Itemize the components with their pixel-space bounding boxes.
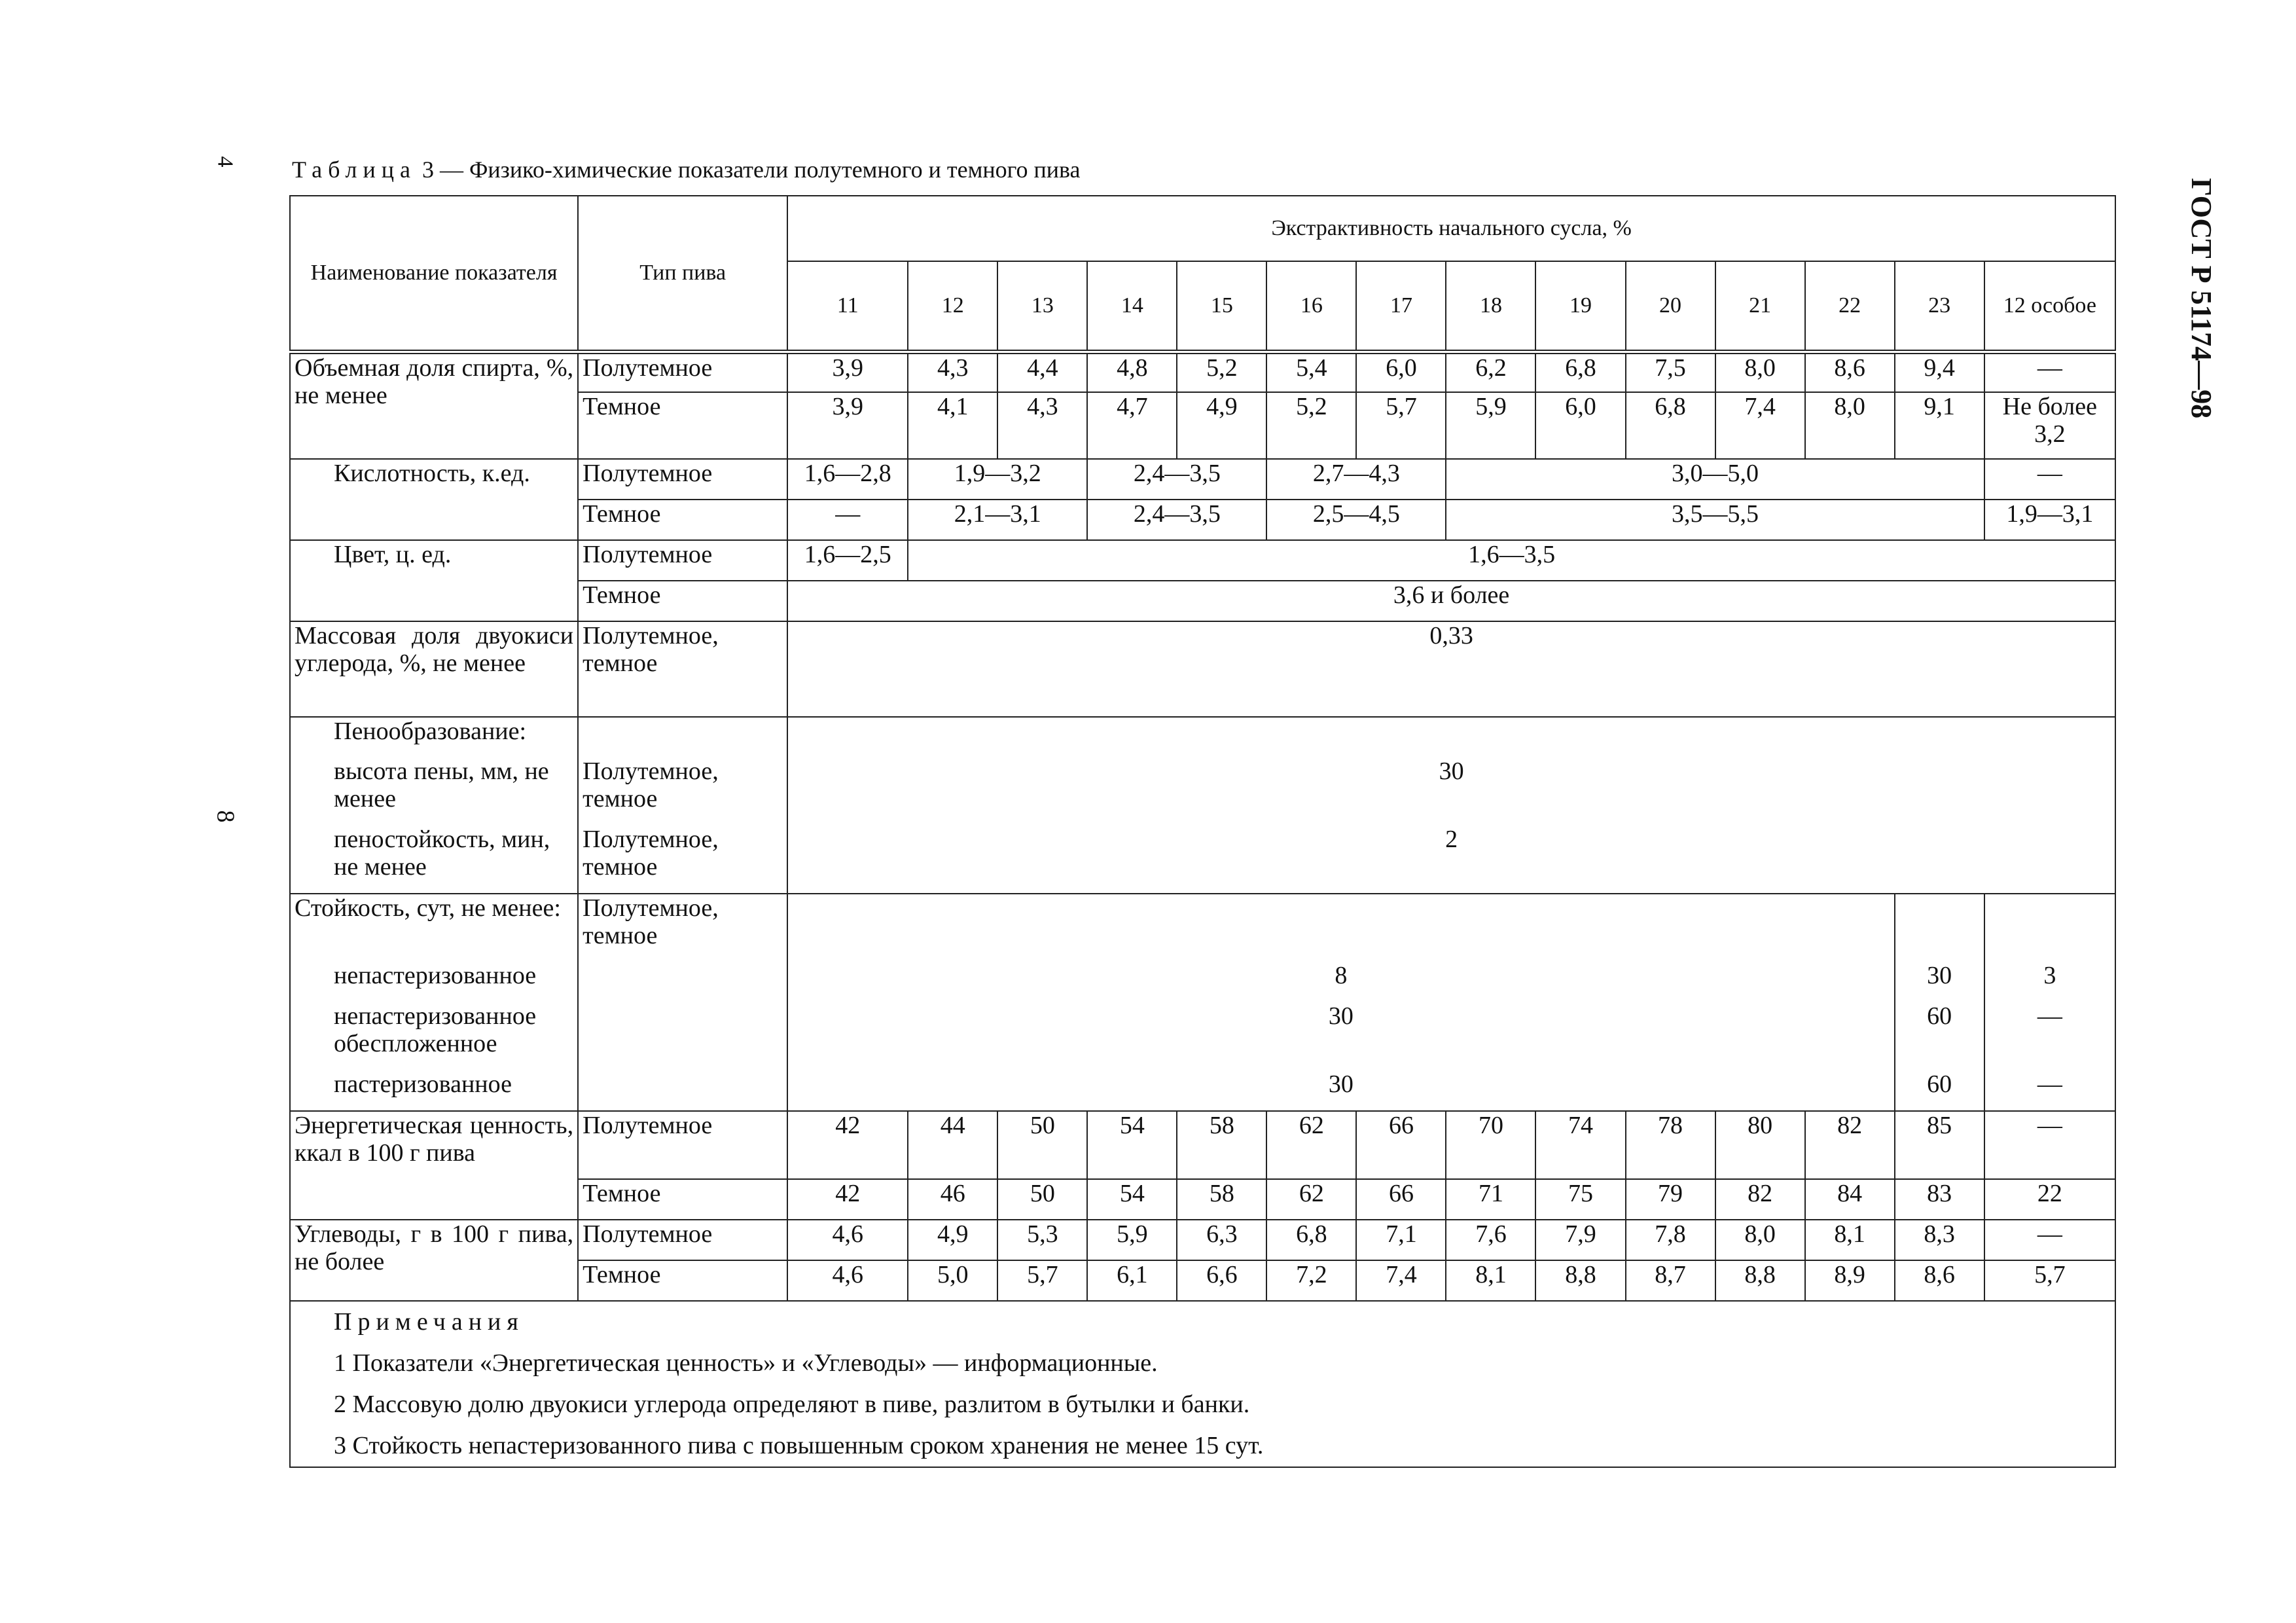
value-cell: 1,9—3,2 bbox=[908, 459, 1087, 500]
value-cell: 2,4—3,5 bbox=[1087, 459, 1266, 500]
value-cell: 4,4 bbox=[997, 352, 1087, 392]
table-row bbox=[290, 894, 2115, 962]
value-cell: 6,0 bbox=[1356, 352, 1446, 392]
value-cell: 22 bbox=[1984, 1179, 2115, 1220]
value-cell: — bbox=[1984, 1111, 2115, 1179]
value-cell: 82 bbox=[1715, 1179, 1805, 1220]
row-name-energy: Энергетическая ценность, ккал в 100 г пива bbox=[290, 1111, 578, 1220]
value-cell: 62 bbox=[1266, 1179, 1356, 1220]
value-cell: 3,9 bbox=[787, 392, 908, 459]
value-cell: — bbox=[1984, 1070, 2115, 1111]
type-cell: Полутемное, темное bbox=[578, 826, 787, 894]
value-cell: 6,6 bbox=[1177, 1260, 1266, 1301]
value-cell: Не более 3,2 bbox=[1984, 392, 2115, 459]
value-cell: 71 bbox=[1446, 1179, 1535, 1220]
value-cell: 54 bbox=[1087, 1179, 1177, 1220]
row-name-foam-height: высота пены, мм, не менее bbox=[290, 757, 578, 826]
value-cell: 2 bbox=[787, 826, 2115, 894]
empty-cell bbox=[1895, 894, 1984, 962]
standard-code: ГОСТ Р 51174—98 bbox=[2185, 177, 2218, 419]
type-cell: Полутемное bbox=[578, 459, 787, 500]
value-cell: 2,5—4,5 bbox=[1266, 500, 1446, 540]
value-cell: — bbox=[787, 500, 908, 540]
value-cell: 2,1—3,1 bbox=[908, 500, 1087, 540]
table-row bbox=[290, 352, 2115, 392]
value-cell: 5,7 bbox=[1984, 1260, 2115, 1301]
value-cell: 6,2 bbox=[1446, 352, 1535, 392]
value-cell: 62 bbox=[1266, 1111, 1356, 1179]
header-type: Тип пива bbox=[578, 196, 787, 352]
col-header: 12 особое bbox=[1984, 261, 2115, 352]
type-cell: Темное bbox=[578, 1260, 787, 1301]
empty-cell bbox=[787, 894, 1894, 962]
value-cell: 85 bbox=[1895, 1111, 1984, 1179]
caption-prefix: Таблица bbox=[292, 156, 416, 183]
table-row bbox=[290, 757, 2115, 826]
table-row bbox=[290, 962, 2115, 1002]
type-cell: Полутемное bbox=[578, 540, 787, 581]
row-name-pasteurized: пастеризованное bbox=[290, 1070, 578, 1111]
col-header: 14 bbox=[1087, 261, 1177, 352]
value-cell: 30 bbox=[787, 1002, 1894, 1070]
value-cell: 4,8 bbox=[1087, 352, 1177, 392]
empty-cell bbox=[787, 717, 2115, 757]
type-cell: Темное bbox=[578, 1179, 787, 1220]
type-cell: Темное bbox=[578, 392, 787, 459]
value-cell: 5,4 bbox=[1266, 352, 1356, 392]
value-cell: 4,3 bbox=[908, 352, 997, 392]
value-cell: 6,8 bbox=[1626, 392, 1715, 459]
value-cell: 2,4—3,5 bbox=[1087, 500, 1266, 540]
value-cell: 82 bbox=[1805, 1111, 1895, 1179]
value-cell: 7,1 bbox=[1356, 1220, 1446, 1260]
value-cell: 8,0 bbox=[1805, 392, 1895, 459]
indicators-table bbox=[289, 195, 2116, 1468]
col-header: 13 bbox=[997, 261, 1087, 352]
value-cell: 1,6—2,5 bbox=[787, 540, 908, 581]
type-cell: Полутемное, темное bbox=[578, 621, 787, 717]
value-cell: 6,8 bbox=[1266, 1220, 1356, 1260]
value-cell: 78 bbox=[1626, 1111, 1715, 1179]
col-header: 12 bbox=[908, 261, 997, 352]
row-name-carbs: Углеводы, г в 100 г пива, не более bbox=[290, 1220, 578, 1301]
table-row bbox=[290, 1002, 2115, 1070]
value-cell: 8,6 bbox=[1895, 1260, 1984, 1301]
value-cell: 30 bbox=[1895, 962, 1984, 1002]
value-cell: 8,8 bbox=[1715, 1260, 1805, 1301]
row-name-unpasteurized-filtered: непастеризованное обеспложенное bbox=[290, 1002, 578, 1070]
row-name-color: Цвет, ц. ед. bbox=[290, 540, 578, 621]
value-cell: 6,0 bbox=[1535, 392, 1625, 459]
value-cell: 83 bbox=[1895, 1179, 1984, 1220]
value-cell: 50 bbox=[997, 1179, 1087, 1220]
value-cell: 80 bbox=[1715, 1111, 1805, 1179]
value-cell: 4,3 bbox=[997, 392, 1087, 459]
value-cell: 44 bbox=[908, 1111, 997, 1179]
table-caption bbox=[292, 156, 1081, 183]
value-cell: 4,6 bbox=[787, 1220, 908, 1260]
row-name-acidity: Кислотность, к.ед. bbox=[290, 459, 578, 540]
table-row bbox=[290, 1111, 2115, 1179]
value-cell: 8,8 bbox=[1535, 1260, 1625, 1301]
value-cell: 0,33 bbox=[787, 621, 2115, 717]
value-cell: 3,5—5,5 bbox=[1446, 500, 1984, 540]
value-cell: 7,9 bbox=[1535, 1220, 1625, 1260]
type-cell: Полутемное bbox=[578, 1111, 787, 1179]
value-cell: 5,3 bbox=[997, 1220, 1087, 1260]
value-cell: 5,2 bbox=[1177, 352, 1266, 392]
value-cell: 7,8 bbox=[1626, 1220, 1715, 1260]
value-cell: 8,1 bbox=[1805, 1220, 1895, 1260]
col-header: 17 bbox=[1356, 261, 1446, 352]
table-row bbox=[290, 540, 2115, 581]
row-name-unpasteurized: непастеризованное bbox=[290, 962, 578, 1002]
value-cell: 60 bbox=[1895, 1070, 1984, 1111]
value-cell: 8 bbox=[787, 962, 1894, 1002]
col-header: 18 bbox=[1446, 261, 1535, 352]
value-cell: 8,3 bbox=[1895, 1220, 1984, 1260]
value-cell: 46 bbox=[908, 1179, 997, 1220]
col-header: 11 bbox=[787, 261, 908, 352]
value-cell: 74 bbox=[1535, 1111, 1625, 1179]
notes-block bbox=[290, 1301, 2115, 1467]
value-cell: 2,7—4,3 bbox=[1266, 459, 1446, 500]
value-cell: 54 bbox=[1087, 1111, 1177, 1179]
value-cell: 7,4 bbox=[1356, 1260, 1446, 1301]
col-header: 23 bbox=[1895, 261, 1984, 352]
co2-label: Массовая доля двуокиси углерода, %, не менее bbox=[295, 622, 574, 677]
value-cell: 8,7 bbox=[1626, 1260, 1715, 1301]
note-item: 2 Массовую долю двуокиси углерода определяют в пиве, разлитом в бутылки и банки. bbox=[334, 1391, 1250, 1418]
value-cell: 8,0 bbox=[1715, 1220, 1805, 1260]
value-cell: 3,0—5,0 bbox=[1446, 459, 1984, 500]
value-cell: 8,0 bbox=[1715, 352, 1805, 392]
value-cell: 7,6 bbox=[1446, 1220, 1535, 1260]
value-cell: 42 bbox=[787, 1179, 908, 1220]
value-cell: 75 bbox=[1535, 1179, 1625, 1220]
value-cell: 7,2 bbox=[1266, 1260, 1356, 1301]
table-row bbox=[290, 717, 2115, 757]
value-cell: 60 bbox=[1895, 1002, 1984, 1070]
value-cell: 66 bbox=[1356, 1111, 1446, 1179]
value-cell: — bbox=[1984, 1002, 2115, 1070]
value-cell: 58 bbox=[1177, 1111, 1266, 1179]
value-cell: 3 bbox=[1984, 962, 2115, 1002]
row-name-foam-stability: пеностойкость, мин, не менее bbox=[290, 826, 578, 894]
value-cell: 66 bbox=[1356, 1179, 1446, 1220]
value-cell: 9,4 bbox=[1895, 352, 1984, 392]
value-cell: 5,9 bbox=[1087, 1220, 1177, 1260]
header-extract: Экстрактивность начального сусла, % bbox=[787, 196, 2115, 261]
value-cell: 42 bbox=[787, 1111, 908, 1179]
value-cell: 5,9 bbox=[1446, 392, 1535, 459]
value-cell: 4,6 bbox=[787, 1260, 908, 1301]
value-cell: 8,1 bbox=[1446, 1260, 1535, 1301]
type-cell: Полутемное bbox=[578, 1220, 787, 1260]
notes-row bbox=[290, 1301, 2115, 1467]
value-cell: — bbox=[1984, 1220, 2115, 1260]
value-cell: 8,6 bbox=[1805, 352, 1895, 392]
value-cell: 58 bbox=[1177, 1179, 1266, 1220]
empty-cell bbox=[578, 717, 787, 757]
value-cell: 5,2 bbox=[1266, 392, 1356, 459]
value-cell: 70 bbox=[1446, 1111, 1535, 1179]
col-header: 21 bbox=[1715, 261, 1805, 352]
value-cell: 1,6—2,8 bbox=[787, 459, 908, 500]
row-name-durability: Стойкость, сут, не менее: bbox=[290, 894, 578, 962]
value-cell: 6,8 bbox=[1535, 352, 1625, 392]
value-cell: — bbox=[1984, 352, 2115, 392]
notes-title: Примечания bbox=[334, 1308, 524, 1336]
col-header: 20 bbox=[1626, 261, 1715, 352]
value-cell: 6,3 bbox=[1177, 1220, 1266, 1260]
col-header: 16 bbox=[1266, 261, 1356, 352]
table-row bbox=[290, 1070, 2115, 1111]
col-header: 19 bbox=[1535, 261, 1625, 352]
empty-cell bbox=[1984, 894, 2115, 962]
value-cell: 5,0 bbox=[908, 1260, 997, 1301]
type-cell: Полутемное, темное bbox=[578, 757, 787, 826]
table-row bbox=[290, 826, 2115, 894]
value-cell: 84 bbox=[1805, 1179, 1895, 1220]
value-cell: 30 bbox=[787, 1070, 1894, 1111]
value-cell: 5,7 bbox=[1356, 392, 1446, 459]
value-cell: 4,1 bbox=[908, 392, 997, 459]
row-name-co2 bbox=[290, 621, 578, 717]
value-cell: 50 bbox=[997, 1111, 1087, 1179]
row-name-foam: Пенообразование: bbox=[290, 717, 578, 757]
type-cell: Полутемное bbox=[578, 352, 787, 392]
value-cell: 1,6—3,5 bbox=[908, 540, 2115, 581]
note-item: 1 Показатели «Энергетическая ценность» и «Углеводы» — информационные. bbox=[334, 1349, 1158, 1377]
value-cell: 79 bbox=[1626, 1179, 1715, 1220]
table-row bbox=[290, 621, 2115, 717]
value-cell: 5,7 bbox=[997, 1260, 1087, 1301]
row-name-alcohol: Объемная доля спирта, %, не менее bbox=[290, 352, 578, 459]
value-cell: 3,9 bbox=[787, 352, 908, 392]
col-header: 15 bbox=[1177, 261, 1266, 352]
table-row bbox=[290, 459, 2115, 500]
col-header: 22 bbox=[1805, 261, 1895, 352]
caption-text: 3 — Физико-химические показатели полутемного и темного пива bbox=[416, 156, 1081, 183]
value-cell: 4,9 bbox=[908, 1220, 997, 1260]
type-cell: Темное bbox=[578, 581, 787, 621]
page-number-middle: 8 bbox=[211, 810, 240, 823]
value-cell: 1,9—3,1 bbox=[1984, 500, 2115, 540]
value-cell: 7,5 bbox=[1626, 352, 1715, 392]
header-name: Наименование показателя bbox=[290, 196, 578, 352]
table-row bbox=[290, 1220, 2115, 1260]
value-cell: 6,1 bbox=[1087, 1260, 1177, 1301]
value-cell: 30 bbox=[787, 757, 2115, 826]
value-cell: 9,1 bbox=[1895, 392, 1984, 459]
type-cell: Полутемное, темное bbox=[578, 894, 787, 1111]
value-cell: 7,4 bbox=[1715, 392, 1805, 459]
note-item: 3 Стойкость непастеризованного пива с повышенным сроком хранения не менее 15 сут. bbox=[334, 1432, 1264, 1459]
type-cell: Темное bbox=[578, 500, 787, 540]
value-cell: — bbox=[1984, 459, 2115, 500]
value-cell: 3,6 и более bbox=[787, 581, 2115, 621]
value-cell: 8,9 bbox=[1805, 1260, 1895, 1301]
value-cell: 4,7 bbox=[1087, 392, 1177, 459]
page-number-top: 4 bbox=[213, 156, 238, 168]
value-cell: 4,9 bbox=[1177, 392, 1266, 459]
